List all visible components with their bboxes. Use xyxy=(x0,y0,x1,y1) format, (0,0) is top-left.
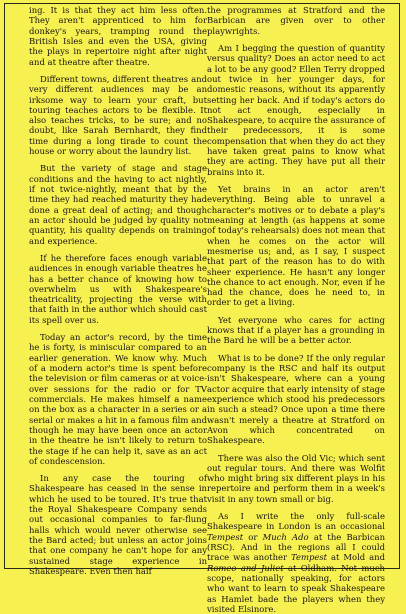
paragraph: Yet everyone who cares for acting knows that if a player has a grounding in the Bard he will be a better actor. xyxy=(207,314,385,346)
play-title: Much Ado xyxy=(262,531,309,542)
paragraph: In any case the touring of Shakespeare has ceased in the sense in which he used to be toured. It's true that the Royal Shakespeare Company sends out occasional companies to far-flung halls which would never otherwise see the Bard acted; but unless an actor joins that one company he can't hope for any sustained stage experience in Shakespeare. Even then half xyxy=(29,473,207,576)
play-title: Romeo and Juliet xyxy=(207,562,284,573)
text-run: at Mold and xyxy=(327,552,386,563)
play-title: Tempest xyxy=(290,552,328,563)
paragraph xyxy=(207,511,385,614)
text-run: or xyxy=(243,531,263,542)
paragraph: Am I begging the question of quantity versus quality? Does an actor need to act a lot to be any good? Ellen Terry dropped out twice in her younger days, for domestic reasons, without its apparently setting her back. And if today's actors do not act enough, especially in Shakespeare, to acquire the assurance of their predecessors, it is some compensation that when they do act they have taken great pains to know what they are acting. They have put all their brains into it. xyxy=(207,42,385,177)
text-run: As I write the only full-scale Shakespeare in London is an occasional xyxy=(207,511,385,532)
paragraph: the programmes at Stratford and the Barbican are given over to other playwrights. xyxy=(207,5,385,36)
paragraph: ing. It is that they act him less often. They aren't apprenticed to him for donkey's years, tramping round the British Isles and even the USA, giving the plays in repertoire night after night and at theatre after theatre. xyxy=(29,5,207,67)
paragraph: Different towns, different theatres and very different audiences may be an irksome way to learn your craft, but touring teaches actors to be flexible. It also teaches tricks, to be sure; and no doubt, like Sarah Bernhardt, they find time during a long tirade to count the house or worry about the laundry list. xyxy=(29,73,207,157)
paragraph: But the variety of stage and stage conditions and the having to act nightly, if not twice-nightly, meant that by the time they had reached maturity they had done a great deal of acting; and though an actor should be judged by quality not quantity, his quality depends on training and experience. xyxy=(29,163,207,246)
play-title: Tempest xyxy=(207,531,244,542)
paragraph: If he therefore faces enough variable audiences in enough variable theatres he has a better chance of knowing how to overwhelm us with Shakespeare's theatricality, projecting the verse with that faith in the author which should cast its spell over us. xyxy=(29,252,207,325)
paragraph: Yet brains in an actor aren't everything. Being able to unravel a character's motives or to debate a play's meaning at length (as happens at some of today's rehearsals) does not mean that when he comes on the actor will mesmerise us; and, as I say, I suspect that part of the reason has to do with sheer experience. He hasn't any longer the chance to act enough. Nor, even if he had the chance, does he need to, in order to get a living. xyxy=(207,184,385,308)
left-column xyxy=(29,5,207,576)
text-run: at the Barbican (RSC). And in the regions all I could trace was another xyxy=(207,531,386,563)
text-run: at Oldham. Not much scope, nationally speaking, for actors who want to learn to speak Shakespeare as Hamlet bade the players when they visited Elsinore. xyxy=(207,562,385,614)
paragraph: What is to be done? If the only regular company is the RSC and half its output isn't Shakespeare, where can a young actor acquire that early intensity of stage experience which stood his predecessors in such a stead? Once upon a time there wasn't merely a theatre at Stratford on Avon which concentrated on Shakespeare. xyxy=(207,352,385,446)
paragraph: There was also the Old Vic; which sent out regular tours. And there was Wolfit who might bring six different plays in his repertoire and perform them in a week's visit in any town small or big. xyxy=(207,452,385,504)
paragraph: Today an actor's record, by the time he is forty, is miniscular compared to an earlier generation. We know why. Much of a modern actor's time is spent before the television or film cameras or at voice-over sessions for the radio or for TV commercials. He makes himself a name on the box as a character in a series or a serial or makes a hit in a famous film and though he may have been once an actor in the theatre he isn't likely to return to the stage if he can help it, save as an act of condescension. xyxy=(29,332,207,466)
right-column xyxy=(207,5,385,614)
